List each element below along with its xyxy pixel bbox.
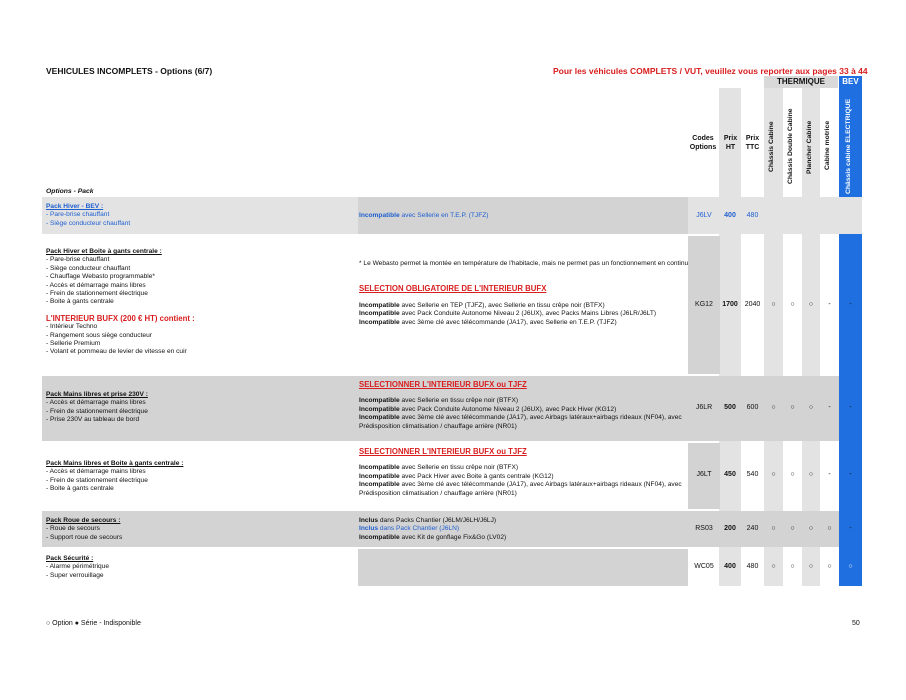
- list-item: - Roue de secours: [46, 525, 100, 533]
- availability-mark: ○: [790, 471, 795, 478]
- page-number: 50: [852, 620, 860, 627]
- table-row: [42, 549, 862, 586]
- page-title: VEHICULES INCOMPLETS - Options (6/7): [46, 66, 213, 76]
- note-label: Inclus: [359, 517, 379, 524]
- note-label: Incompatible: [359, 464, 400, 472]
- availability-mark: ○: [827, 525, 832, 532]
- note-text: dans Packs Chantier (J6LM/J6LH/J6LJ): [378, 517, 497, 524]
- option-code: KG12: [695, 301, 713, 308]
- list-item: - Frein de stationnement électrique: [46, 290, 148, 298]
- option-code: J6LT: [696, 471, 712, 478]
- pack-title: Pack Mains libres et Boite à gants centrale :: [46, 460, 184, 467]
- availability-mark: ○: [771, 301, 776, 308]
- availability-mark: ○: [848, 563, 853, 570]
- price-ht: 1700: [722, 301, 738, 308]
- select-requirement: SELECTIONNER L'INTERIEUR BUFX ou TJFZ: [359, 380, 527, 389]
- interior-bufx-title: L'INTERIEUR BUFX (200 € HT) contient :: [46, 313, 195, 323]
- pack-title: Pack Mains libres et prise 230V :: [46, 391, 148, 398]
- list-item: - Boite à gants centrale: [46, 298, 114, 306]
- list-item: - Pare-brise chauffant: [46, 211, 110, 219]
- price-ht: 400: [724, 212, 736, 219]
- option-code: J6LR: [695, 404, 713, 411]
- table-row: [42, 443, 862, 509]
- prix-ht-header: Prix HT: [723, 135, 738, 151]
- note-text: avec Sellerie en tissu crêpe noir (BTFX): [399, 397, 519, 405]
- option-code: WC05: [694, 563, 714, 570]
- select-requirement: SELECTIONNER L'INTERIEUR BUFX ou TJFZ: [359, 447, 527, 456]
- price-ttc: 480: [746, 563, 759, 570]
- note-text: dans Pack Chantier (J6LN): [378, 525, 460, 533]
- note-label: Incompatible: [359, 301, 400, 309]
- chassis-double-cabine-header: Châssis Double Cabine: [787, 108, 794, 184]
- note-label: Incompatible: [359, 533, 400, 541]
- note-label: Incompatible: [359, 310, 400, 318]
- availability-mark: -: [828, 404, 831, 411]
- note-text: avec Kit de gonflage Fix&Go (LV02): [399, 533, 507, 541]
- price-ttc: 600: [746, 404, 759, 411]
- availability-mark: ○: [771, 563, 776, 570]
- availability-mark: -: [849, 404, 852, 411]
- note-text: avec Pack Hiver avec Boite à gants centrale (KG12): [399, 472, 554, 480]
- price-ttc: 2040: [744, 301, 761, 308]
- option-code: RS03: [695, 525, 713, 532]
- codes-options-header: Codes Options: [689, 135, 717, 151]
- note-label: Incompatible: [359, 481, 400, 489]
- price-ttc: 480: [746, 212, 759, 219]
- pack-title: Pack Sécurité :: [46, 555, 94, 562]
- availability-mark: ○: [790, 404, 795, 411]
- price-ttc: 240: [746, 525, 759, 532]
- price-ht: 450: [724, 471, 736, 478]
- note-label: Incompatible: [359, 212, 400, 219]
- list-item: - Volant et pommeau de levier de vitesse en cuir: [46, 348, 187, 356]
- chassis-electrique-header: Châssis cabine ELECTRIQUE: [845, 98, 852, 194]
- price-ht: 400: [724, 563, 736, 570]
- note-label: Incompatible: [359, 397, 400, 405]
- availability-mark: ○: [790, 563, 795, 570]
- availability-mark: ○: [808, 471, 814, 478]
- option-code: J6LV: [696, 212, 712, 219]
- availability-mark: ○: [790, 301, 795, 308]
- plancher-cabine-header: Plancher Cabine: [806, 120, 813, 174]
- pack-title: Pack Hiver et Boite à gants centrale :: [46, 248, 162, 255]
- cabine-motrice-header: Cabine motrice: [824, 120, 831, 170]
- availability-mark: -: [849, 471, 852, 478]
- list-item: - Sellerie Premium: [46, 340, 101, 348]
- availability-mark: ○: [808, 404, 814, 411]
- note-text: avec 3ème clé avec télécommande (JA17), avec Sellerie en T.E.P. (TJFZ): [399, 318, 617, 326]
- table-row: [42, 197, 862, 234]
- pack-title: Pack Hiver - BEV :: [46, 203, 104, 210]
- list-item: - Alarme périmétrique: [46, 563, 110, 571]
- webasto-note: * Le Webasto permet la montée en température de l'habitacle, mais ne permet pas un fonctionnement en continu: [359, 260, 689, 267]
- list-item: - Accès et démarrage mains libres: [46, 281, 146, 289]
- list-item: - Rangement sous siège conducteur: [46, 331, 152, 339]
- availability-mark: ○: [771, 404, 776, 411]
- availability-mark: ○: [827, 563, 832, 570]
- list-item: - Intérieur Techno: [46, 323, 98, 331]
- note-text: avec Sellerie en T.E.P. (TJFZ): [399, 212, 489, 219]
- availability-mark: -: [828, 301, 831, 308]
- price-ht: 500: [724, 404, 736, 411]
- prix-ttc-header: Prix TTC: [745, 135, 760, 151]
- note-label: Incompatible: [359, 414, 400, 422]
- list-item: - Super verrouillage: [46, 571, 104, 579]
- availability-mark: ○: [771, 471, 776, 478]
- availability-mark: ○: [771, 525, 776, 532]
- note-label: Inclus: [359, 525, 379, 533]
- note-text: avec Sellerie en TEP (TJFZ), avec Sellerie en tissu crêpe noir (BTFX): [399, 301, 605, 309]
- note-label: Incompatible: [359, 405, 400, 413]
- note-text: avec 3ème clé avec télécommande (JA17), avec Airbags latéraux+airbags rideaux (NF04), avec Prédisposition climatisation / chauffage arrière (NR01): [359, 481, 682, 497]
- note-text: avec Pack Conduite Autonome Niveau 2 (J6UX), avec Pack Hiver (KG12): [399, 405, 617, 413]
- availability-mark: -: [849, 301, 852, 308]
- note-label: Incompatible: [359, 318, 400, 326]
- select-requirement: SELECTION OBLIGATOIRE DE L'INTERIEUR BUFX: [359, 284, 547, 294]
- price-ht: 200: [724, 525, 736, 532]
- note-text: avec 3ème clé avec télécommande (JA17), avec Airbags latéraux+airbags rideaux (NF04), avec Prédisposition climatisation / chauffage arrière (NR01): [359, 414, 682, 430]
- list-item: - Support roue de secours: [46, 533, 123, 541]
- table-row: [42, 236, 862, 374]
- list-item: - Frein de stationnement électrique: [46, 407, 148, 415]
- list-item: - Boite à gants centrale: [46, 485, 114, 493]
- list-item: - Frein de stationnement électrique: [46, 476, 148, 484]
- list-item: - Accès et démarrage mains libres: [46, 399, 146, 407]
- availability-mark: -: [849, 525, 852, 532]
- availability-mark: -: [828, 471, 831, 478]
- pack-title: Pack Roue de secours :: [46, 517, 121, 524]
- list-item: - Siège conducteur chauffant: [46, 264, 131, 272]
- table-row: [42, 511, 862, 547]
- price-ttc: 540: [746, 471, 759, 478]
- list-item: - Siège conducteur chauffant: [46, 219, 131, 227]
- chassis-cabine-header: Châssis Cabine: [768, 121, 775, 172]
- legend: ○ Option ● Série - Indisponible: [46, 620, 141, 627]
- note-text: avec Pack Conduite Autonome Niveau 2 (J6UX), avec Packs Mains Libres (J6LR/J6LT): [399, 310, 657, 318]
- bev-header: BEV: [839, 76, 862, 88]
- list-item: - Chauffage Webasto programmable*: [46, 273, 155, 281]
- availability-mark: ○: [808, 301, 814, 308]
- section-label: Options - Pack: [46, 188, 94, 195]
- list-item: - Pare-brise chauffant: [46, 256, 110, 264]
- thermique-header: THERMIQUE: [764, 76, 838, 88]
- list-item: - Accès et démarrage mains libres: [46, 468, 146, 476]
- availability-mark: ○: [808, 563, 814, 570]
- note-text: avec Sellerie en tissu crêpe noir (BTFX): [399, 464, 519, 472]
- list-item: - Prise 230V au tableau de bord: [46, 416, 140, 424]
- complete-vehicles-notice: Pour les véhicules COMPLETS / VUT, veuillez vous reporter aux pages 33 à 44: [553, 66, 868, 76]
- availability-mark: ○: [790, 525, 795, 532]
- availability-mark: ○: [808, 525, 814, 532]
- table-row: [42, 376, 862, 441]
- note-label: Incompatible: [359, 472, 400, 480]
